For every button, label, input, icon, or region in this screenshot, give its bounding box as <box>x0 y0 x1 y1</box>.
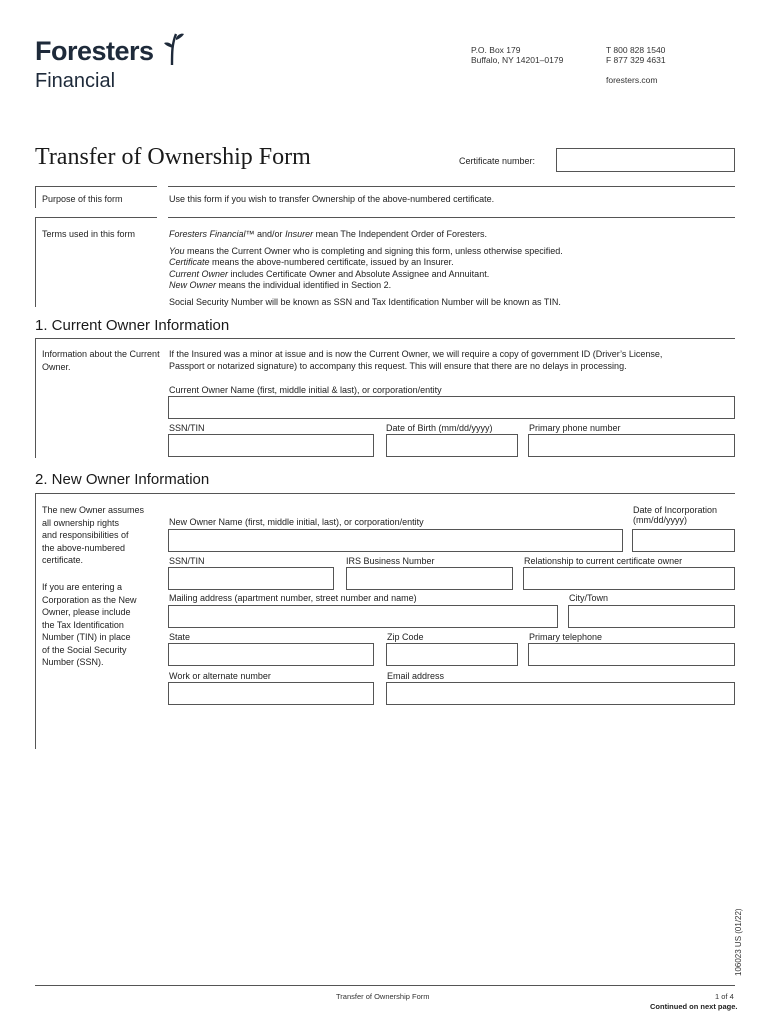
side-line: Owner, please include <box>42 607 131 617</box>
section1-side-label: Information about the Current Owner. <box>42 349 160 372</box>
city-zip: Buffalo, NY 14201–0179 <box>471 55 564 65</box>
po-box: P.O. Box 179 <box>471 45 521 55</box>
divider <box>168 217 735 218</box>
footer-title: Transfer of Ownership Form <box>336 992 430 1001</box>
email-label: Email address <box>387 671 445 681</box>
page-number: 1 of 4 <box>715 992 734 1001</box>
terms-line-you: You means the Current Owner who is completing and signing this form, unless otherwise specified. <box>169 245 563 256</box>
mailing-address-label: Mailing address (apartment number, street number and name) <box>169 593 417 603</box>
side-line: the Tax Identification <box>42 619 124 630</box>
mailing-address-input[interactable] <box>168 605 558 628</box>
current-owner-name-input[interactable] <box>168 396 735 419</box>
email-input[interactable] <box>386 682 735 705</box>
sprout-logo-icon <box>162 30 186 66</box>
incorporation-date-input[interactable] <box>632 529 735 552</box>
terms-line-current-owner: Current Owner includes Certificate Owner and Absolute Assignee and Annuitant. <box>169 268 490 279</box>
city-input[interactable] <box>568 605 735 628</box>
new-owner-name-input[interactable] <box>168 529 623 552</box>
primary-telephone-label: Primary telephone <box>529 632 603 642</box>
purpose-label: Purpose of this form <box>42 194 123 204</box>
side-line: certificate. <box>42 555 84 565</box>
brand-name: Foresters <box>35 36 154 66</box>
side-line: If you are entering a <box>42 582 123 592</box>
current-owner-phone-input[interactable] <box>528 434 735 457</box>
note-line: If the Insured was a minor at issue and is now the Current Owner, we will require a copy of government ID (Driver’s License, <box>169 349 663 359</box>
certificate-number-label: Certificate number: <box>459 156 536 166</box>
continued-note: Continued on next page. <box>650 1002 738 1011</box>
note-line: Passport or notarized signature) to accompany this request. This will ensure that there are no delays in processing. <box>169 360 627 371</box>
incorporation-date-label <box>633 505 717 525</box>
certificate-number-input[interactable] <box>556 148 735 172</box>
current-owner-ssn-input[interactable] <box>168 434 374 457</box>
address-block <box>471 45 563 65</box>
terms-line-foresters: Foresters Financial™ and/or Insurer mean The Independent Order of Foresters. <box>169 229 488 239</box>
divider <box>35 186 157 187</box>
form-code: 106023 US (01/22) <box>734 908 743 976</box>
divider <box>35 493 735 494</box>
section2-side-note-2 <box>42 581 164 669</box>
side-line: all ownership rights <box>42 517 120 528</box>
divider <box>35 217 36 307</box>
new-owner-name-label: New Owner Name (first, middle initial, last), or corporation/entity <box>169 517 424 527</box>
label-line: (mm/dd/yyyy) <box>633 515 687 525</box>
current-owner-dob-label: Date of Birth (mm/dd/yyyy) <box>386 423 493 433</box>
irs-number-label: IRS Business Number <box>346 556 435 566</box>
section1-note <box>169 349 735 372</box>
side-line: Number (TIN) in place <box>42 632 131 642</box>
zip-label: Zip Code <box>387 632 424 642</box>
form-title: Transfer of Ownership Form <box>35 144 311 170</box>
new-owner-ssn-input[interactable] <box>168 567 334 590</box>
section1-heading: 1. Current Owner Information <box>35 317 230 334</box>
new-owner-ssn-label: SSN/TIN <box>169 556 205 566</box>
side-line: Corporation as the New <box>42 594 137 605</box>
side-line: Number (SSN). <box>42 657 104 667</box>
relationship-label: Relationship to current certificate owner <box>524 556 683 566</box>
side-line: of the Social Security <box>42 644 127 655</box>
brand-subtitle: Financial <box>35 70 116 92</box>
current-owner-phone-label: Primary phone number <box>529 423 621 433</box>
website[interactable]: foresters.com <box>606 75 658 85</box>
footer-divider <box>35 985 735 986</box>
phone-block <box>606 45 666 65</box>
primary-telephone-input[interactable] <box>528 643 735 666</box>
current-owner-ssn-label: SSN/TIN <box>169 423 205 433</box>
fax-number: F 877 329 4631 <box>606 55 666 65</box>
divider <box>35 338 36 458</box>
phone-number: T 800 828 1540 <box>606 45 666 55</box>
divider <box>35 493 36 749</box>
relationship-input[interactable] <box>523 567 735 590</box>
terms-label: Terms used in this form <box>42 229 136 239</box>
terms-line-certificate: Certificate means the above-numbered certificate, issued by an Insurer. <box>169 257 454 267</box>
side-line: the above-numbered <box>42 542 126 553</box>
state-label: State <box>169 632 191 642</box>
current-owner-name-label: Current Owner Name (first, middle initial & last), or corporation/entity <box>169 385 442 395</box>
purpose-text: Use this form if you wish to transfer Ownership of the above-numbered certificate. <box>169 194 495 204</box>
section2-heading: 2. New Owner Information <box>35 471 210 488</box>
terms-definitions <box>169 229 735 308</box>
terms-line-new-owner: New Owner means the individual identified in Section 2. <box>169 280 392 290</box>
state-input[interactable] <box>168 643 374 666</box>
label-line: Date of Incorporation <box>633 505 718 515</box>
work-number-label: Work or alternate number <box>169 671 271 681</box>
side-line: and responsibilities of <box>42 530 129 540</box>
divider <box>35 186 36 208</box>
terms-line-ssn: Social Security Number will be known as SSN and Tax Identification Number will be known as TIN. <box>169 296 561 307</box>
divider <box>35 217 157 218</box>
form-code-container <box>734 876 746 976</box>
current-owner-dob-input[interactable] <box>386 434 518 457</box>
zip-input[interactable] <box>386 643 518 666</box>
divider <box>168 186 735 187</box>
side-line: The new Owner assumes <box>42 505 145 515</box>
section2-side-note-1 <box>42 504 164 567</box>
city-label: City/Town <box>569 593 609 603</box>
irs-number-input[interactable] <box>346 567 513 590</box>
divider <box>35 338 735 339</box>
work-number-input[interactable] <box>168 682 374 705</box>
